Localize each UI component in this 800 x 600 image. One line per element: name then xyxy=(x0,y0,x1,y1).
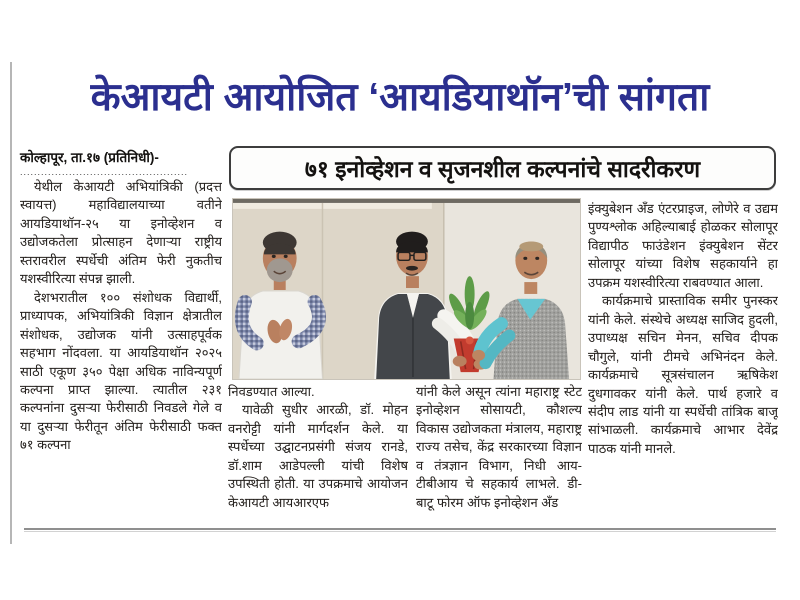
body-column-3 xyxy=(416,383,582,535)
dotted-divider: ................................................ xyxy=(20,167,189,177)
body-column-2 xyxy=(228,383,408,535)
paragraph: यावेळी सुधीर आरळी, डॉ. मोहन वनरोट्टी यांनी मार्गदर्शन केले. या स्पर्धेच्या उद्घाटनप्रसंगी संजय रानडे, डॉ.शाम आडेपल्ली यांची विशेष उपस्थिती होती. या उपक्रमाचे आयोजन केआयटी आयआरएफ xyxy=(228,402,408,510)
paragraph: इंक्युबेशन अँड एंटरप्राइज, लोणेरे व उद्यम पुण्यश्लोक अहिल्याबाई होळकर सोलापूर विद्यापीठ फाउंडेशन इंक्युबेशन सेंटर सोलापूर यांच्या विशेष सहकार्याने हा उपक्रम यशस्वीरित्या राबवण्यात आला. xyxy=(588,201,778,290)
paragraph: येथील केआयटी अभियांत्रिकी (प्रदत्त स्वायत्त) महाविद्यालयाच्या वतीने आयडियाथॉन-२५ या इनोव्हेशन व उद्योजकतेला प्रोत्साहन देणाऱ्या राष्ट्रीय स्तरावरील स्पर्धेची अंतिम फेरी नुकतीच यशस्वीरित्या संपन्न झाली. xyxy=(20,179,222,287)
subheadline-box xyxy=(229,146,776,190)
bottom-rule xyxy=(24,528,776,532)
left-column-rule xyxy=(10,62,12,544)
paragraph: निवडण्यात आल्या. xyxy=(228,384,315,399)
body-column-4 xyxy=(588,200,778,536)
paragraph: कार्यक्रमाचे प्रास्ताविक समीर पुनस्कर यांनी केले. संस्थेचे अध्यक्ष साजिद हुदली, उपाध्यक्ष सचिन मेनन, सचिव दीपक चौगुले, यांनी टीमचे अभिनंदन केले. कार्यक्रमाचे सूत्रसंचालन ऋषिकेश दुधगावकर यांनी केले. पार्थ हजारे व संदीप लाड यांनी या स्पर्धेची तांत्रिक बाजू सांभाळली. कार्यक्रमाचे आभार देवेंद्र पाठक यांनी मानले. xyxy=(588,293,778,456)
body-column-1 xyxy=(20,178,222,523)
dateline: कोल्हापूर, ता.१७ (प्रतिनिधी)- xyxy=(20,150,159,165)
paragraph: देशभरातील १०० संशोधक विद्यार्थी, प्राध्यापक, अभियांत्रिकी विज्ञान क्षेत्रातील संशोधक, उद्योजक यांनी उत्साहपूर्वक सहभाग नोंदवला. या आयडियाथॉन २०२५ साठी एकूण ३५० पेक्षा अधिक नाविन्यपूर्ण कल्पना प्राप्त झाल्या. त्यातील २३१ कल्पनांना दुसऱ्या फेरीसाठी निवडले गेले व या दुसऱ्या फेरीतून अंतिम फेरीसाठी फक्त ७१ कल्पना xyxy=(20,289,222,453)
news-photo xyxy=(232,198,581,380)
paragraph: यांनी केले असून त्यांना महाराष्ट्र स्टेट इनोव्हेशन सोसायटी, कौशल्य विकास उद्योजकता मंत्रालय, महाराष्ट्र राज्य तसेच, केंद्र सरकारच्या विज्ञान व तंत्रज्ञान विभाग, निधी आय-टीबीआय चे सहकार्य लाभले. डी-बाटू फोरम ऑफ इनोव्हेशन अँड xyxy=(416,384,582,510)
article-headline: केआयटी आयोजित ‘आयडियाथॉन’ची सांगता xyxy=(90,76,710,119)
news-photo-illustration xyxy=(233,199,580,379)
subheadline-text: ७१ इनोव्हेशन व सृजनशील कल्पनांचे सादरीकरण xyxy=(304,156,701,182)
